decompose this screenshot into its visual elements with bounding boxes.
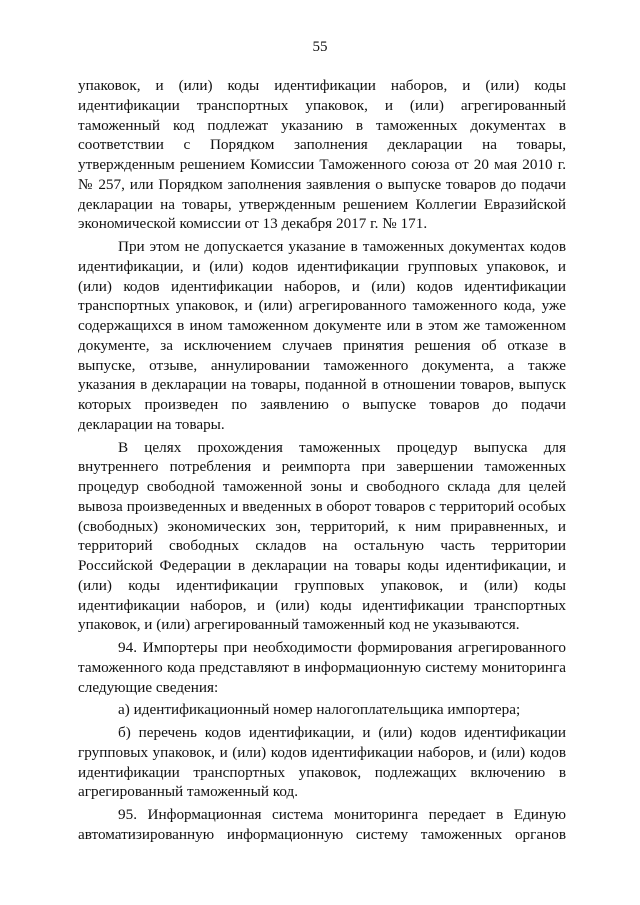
paragraph-94-item-b: б) перечень кодов идентификации, и (или) кодов идентификации групповых упаковок, и (или) кодов идентификации наборов, и (или) кодов идентификации транспортных упаковок, подлежащих включению в агрегированный таможенный код. xyxy=(78,724,566,801)
paragraph-94-item-a: а) идентификационный номер налогоплательщика импортера; xyxy=(118,701,521,719)
paragraph-continuation: упаковок, и (или) коды идентификации наборов, и (или) коды идентификации транспортных упаковок, и (или) агрегированный таможенный код подлежат указанию в таможенных документах в соответствии с Порядком заполнения декларации на товары, утвержденным решением Комиссии Таможенного союза от 20 мая 2010 г. № 257, или Порядком заполнения заявления о выпуске товаров до подачи декларации на товары, утвержденным решением Коллегии Евразийской экономической комиссии от 13 декабря 2017 г. № 171. xyxy=(78,77,566,233)
paragraph-customs-procedures: В целях прохождения таможенных процедур выпуска для внутреннего потребления и реимпорта при завершении таможенных процедур свободной таможенной зоны и свободного склада для целей вывоза произведенных и введенных в оборот товаров с территорий особых (свободных) экономических зон, территорий, к ним приравненных, и территорий свободных складов на остальную часть территории Российской Федерации в декларации на товары коды идентификации, и (или) коды идентификации групповых упаковок, и (или) коды идентификации наборов, и (или) коды идентификации транспортных упаковок, и (или) агрегированный таможенный код не указываются. xyxy=(78,438,566,634)
document-body xyxy=(78,76,566,845)
paragraph-94: 94. Импортеры при необходимости формирования агрегированного таможенного кода представляют в информационную систему мониторинга следующие сведения: xyxy=(78,639,566,696)
paragraph-95: 95. Информационная система мониторинга передает в Единую автоматизированную информационную систему таможенных органов xyxy=(78,806,566,843)
paragraph-restriction: При этом не допускается указание в таможенных документах кодов идентификации, и (или) кодов идентификации групповых упаковок, и (или) кодов идентификации наборов, и (или) кодов идентификации транспортных упаковок, и (или) агрегированного таможенного кода, уже содержащихся в ином таможенном документе или в этом же таможенном документе, за исключением случаев принятия решения об отказе в выпуске, отзыве, аннулировании таможенного документа, а также указания в декларации на товары, поданной в отношении товаров, выпуск которых произведен по заявлению о выпуске товаров до подачи декларации на товары. xyxy=(78,238,566,433)
page-number: 55 xyxy=(312,39,328,55)
